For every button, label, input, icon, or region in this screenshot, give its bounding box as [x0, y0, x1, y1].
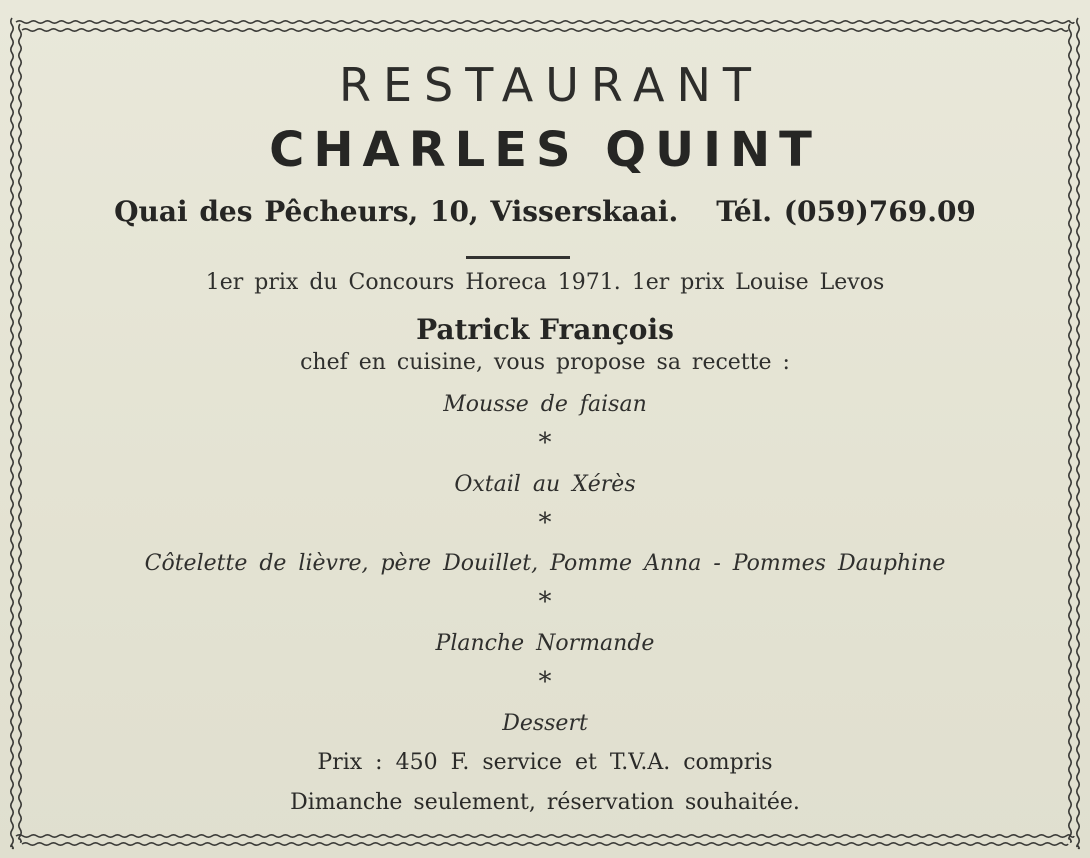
border-wave-line [11, 18, 13, 848]
border-wave-line [22, 843, 1068, 845]
course-1: Mousse de faisan [443, 392, 647, 417]
border-wave-line [16, 835, 1074, 837]
course-separator: * [538, 428, 552, 458]
chef-name: Patrick François [416, 313, 674, 346]
address: Quai des Pêcheurs, 10, Visserskaai. [114, 195, 679, 228]
restaurant-name: CHARLES QUINT [269, 122, 821, 178]
divider-rule [466, 256, 570, 259]
address-line [30, 195, 1060, 228]
price-line: Prix : 450 F. service et T.V.A. compris [317, 750, 773, 775]
course-separator: * [538, 667, 552, 697]
reservation-line: Dimanche seulement, réservation souhaitée. [290, 790, 800, 815]
restaurant-label: RESTAURANT [339, 58, 763, 112]
phone-number: Tél. (059)769.09 [716, 195, 976, 228]
border-wave-line [1077, 18, 1079, 848]
chef-subtitle: chef en cuisine, vous propose sa recette : [300, 350, 790, 375]
border-wave-line [16, 21, 1074, 23]
course-separator: * [538, 587, 552, 617]
prize-line: 1er prix du Concours Horeca 1971. 1er prix Louise Levos [205, 270, 885, 295]
course-3: Côtelette de lièvre, père Douillet, Pomme Anna - Pommes Dauphine [144, 551, 946, 576]
course-4: Planche Normande [435, 631, 655, 656]
border-wave-line [19, 24, 21, 842]
course-5: Dessert [502, 711, 588, 736]
border-wave-line [1069, 24, 1071, 842]
border-wave-line [22, 29, 1068, 31]
course-separator: * [538, 508, 552, 538]
course-2: Oxtail au Xérès [454, 472, 636, 497]
